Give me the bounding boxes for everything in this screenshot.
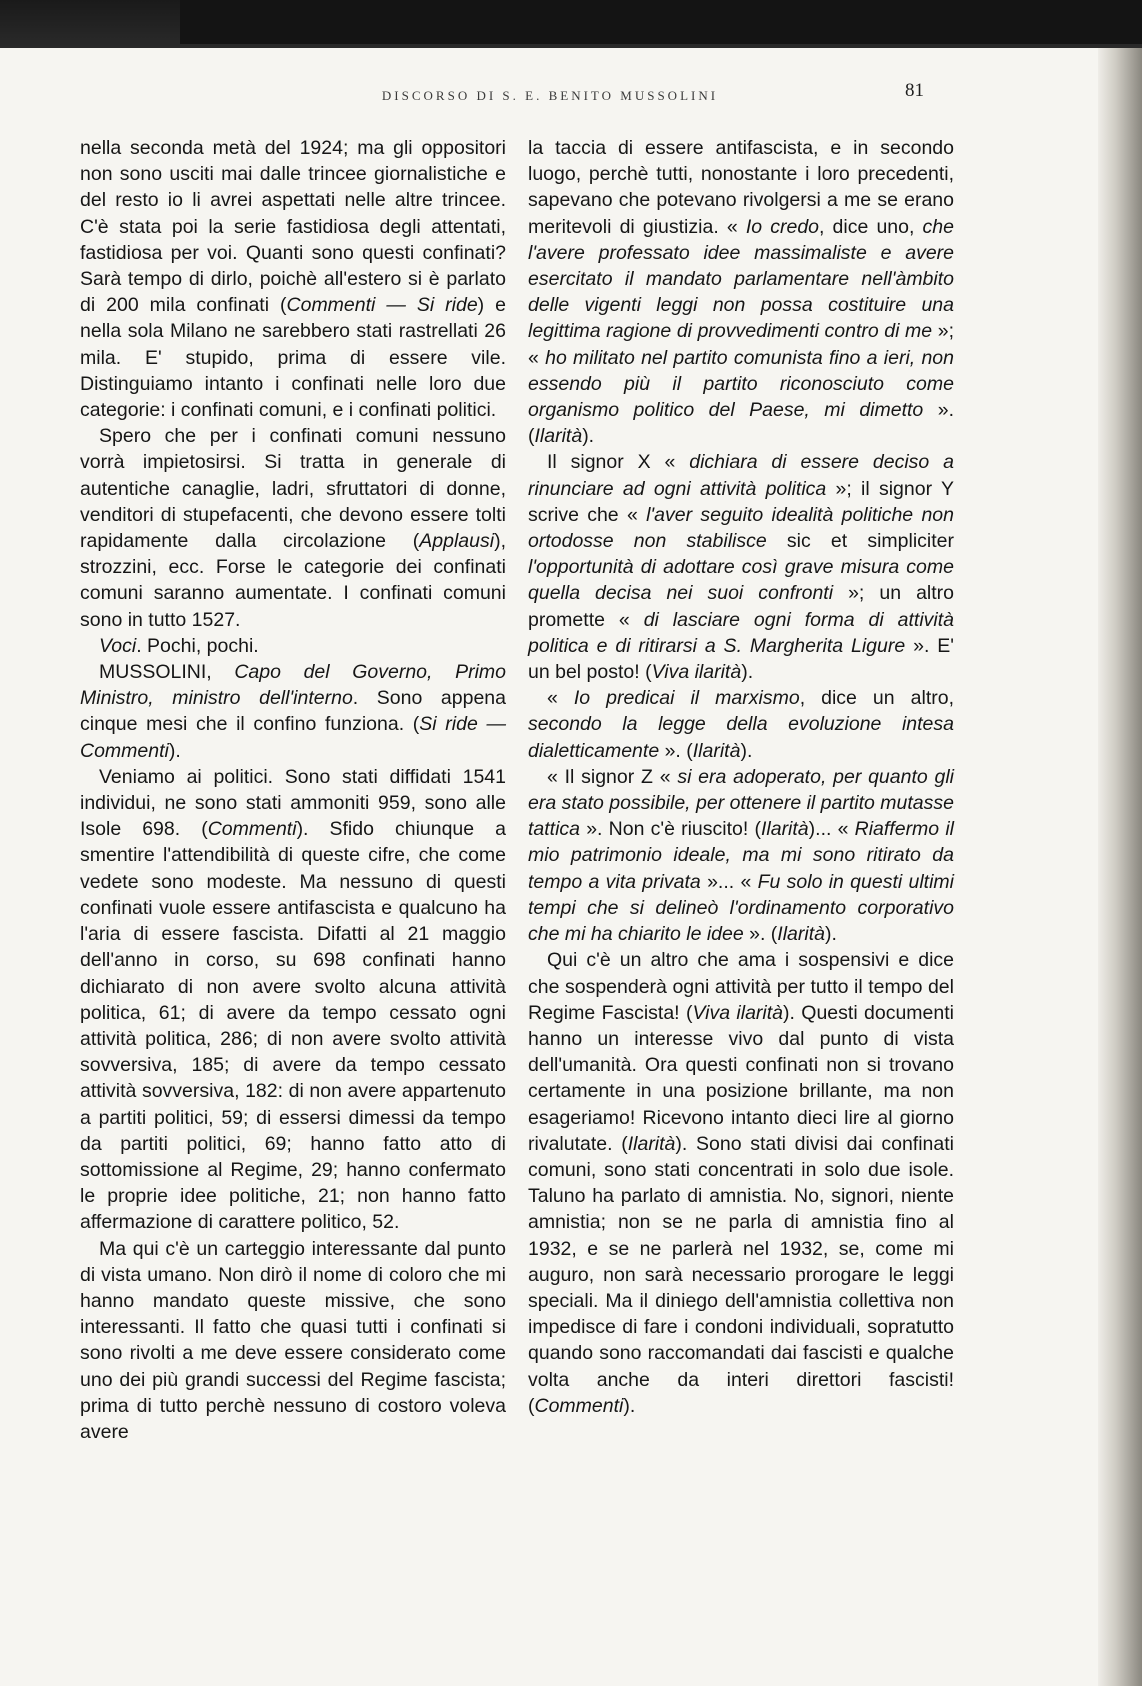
paragraph	[528, 135, 954, 449]
stage-direction: Commenti — Si ride	[286, 294, 478, 317]
quotation: Io credo	[745, 215, 820, 238]
text: ». (	[528, 399, 954, 448]
text: »; un altro promette «	[528, 582, 954, 631]
text: )... «	[808, 818, 855, 841]
stage-direction: Ilarità	[692, 739, 741, 762]
paragraph	[80, 659, 506, 764]
quotation: l'opportunità di adottare così grave misura come quella decisa nei suoi confronti	[528, 556, 954, 605]
stage-direction: Commenti	[534, 1394, 624, 1417]
paragraph	[80, 633, 506, 659]
text: sic et simpliciter	[766, 530, 954, 553]
stage-direction: Viva ilarità	[692, 1001, 784, 1024]
text: la taccia di essere antifascista, e in secondo luogo, perchè tutti, nonostante i loro precedenti, sapevano che potevano rivolgersi a me se erano meritevoli di giustizia. «	[528, 137, 954, 238]
paragraph	[80, 1236, 506, 1446]
paragraph	[528, 947, 954, 1419]
text: Il signor X «	[547, 451, 690, 474]
stage-direction: Applausi	[419, 530, 495, 553]
quotation: Riaffermo il mio patrimonio ideale, ma mi sono ritirato da tempo a vita privata	[528, 818, 954, 893]
speaker-title: Capo del Governo, Primo Ministro, ministro dell'interno	[80, 661, 506, 710]
text: «	[547, 687, 574, 710]
page-number: 81	[905, 80, 924, 101]
text: »... «	[700, 870, 758, 893]
text: ». Non c'è riuscito! (	[580, 818, 761, 841]
text: ) e nella sola Milano ne sarebbero stati rastrellati 26 mila. E' stupido, prima di essere vile. Distinguiamo intanto i confinati nelle loro due categorie: i confinati comuni, e i confinati politici.	[80, 294, 506, 422]
quotation: Io predicai il marxismo	[573, 687, 800, 710]
running-head: DISCORSO DI S. E. BENITO MUSSOLINI	[381, 88, 719, 103]
text: , dice un altro,	[799, 687, 954, 710]
text: ). Questi documenti hanno un interesse vivo dal punto di vista dell'umanità. Ora questi confinati non si trovano certamente in una posizione brillante, ma non esageriamo! Ricevono intanto dieci lire al giorno rivalutate. (	[528, 1001, 954, 1155]
paragraph	[80, 135, 506, 423]
text: nella seconda metà del 1924; ma gli oppositori non sono usciti mai dalle trincee giornalistiche e del resto io li avrei aspettati nelle altre trincee. C'è stata poi la serie fastidiosa degli attentati, fastidiosa per voi. Quanti sono questi confinati? Sarà tempo di dirlo, poichè all'estero si è parlato di 200 mila confinati (	[80, 137, 506, 317]
stage-direction: Ilarità	[627, 1132, 676, 1155]
quotation: Fu solo in questi ultimi tempi che si delineò l'ordinamento corporativo che mi ha chiarito le idee	[528, 870, 954, 946]
quotation: secondo la legge della evoluzione intesa dialetticamente	[528, 713, 954, 762]
stage-direction: Ilarità	[777, 923, 825, 946]
text: Spero che per i confinati comuni nessuno vorrà impietosirsi. Si tratta in generale di autentiche canaglie, ladri, sfruttatori di donne, venditori di stupefacenti, che devono essere tolti rapidamente dalla circolazione (	[80, 425, 506, 553]
scan-top-border-step	[180, 0, 1142, 44]
text: ).	[168, 739, 181, 762]
paragraph	[528, 449, 954, 685]
speaker: Voci	[99, 634, 137, 657]
text: ». (	[659, 739, 693, 762]
text: ». E' un bel posto! (	[528, 634, 954, 684]
paragraph	[80, 423, 506, 633]
right-column	[528, 135, 954, 1419]
quotation: dichiara di essere deciso a rinunciare ad ogni attività politica	[528, 451, 954, 500]
text: ).	[741, 661, 754, 684]
text: ).	[623, 1394, 636, 1417]
text: »; il signor Y scrive che «	[528, 477, 954, 526]
text: , dice uno,	[819, 215, 923, 238]
stage-direction: Ilarità	[534, 425, 583, 448]
text: Ma qui c'è un carteggio interessante dal punto di vista umano. Non dirò il nome di coloro che mi hanno mandato queste missive, che sono interessanti. Il fatto che quasi tutti i confinati si sono rivolti a me deve essere considerato come uno dei più grandi successi del Regime fascista; prima di tutto perchè nessuno di costoro voleva avere	[80, 1237, 506, 1443]
stage-direction: Ilarità	[760, 818, 809, 841]
text: « Il signor Z «	[547, 765, 678, 788]
text: ). Sono stati divisi dai confinati comuni, sono stati concentrati in solo due isole. Taluno ha parlato di amnistia. No, signori, niente amnistia; non se ne parla di amnistia fino al 1932, e se ne parlerà nel 1932, se, come mi auguro, non sarà necessario prorogare le leggi speciali. Ma il diniego dell'amnistia collettiva non impedisce di fare i condoni individuali, sopratutto quando sono raccomandati dai fascisti e qualche volta anche da interi direttori fascisti! (	[528, 1132, 954, 1417]
text: ).	[740, 739, 753, 762]
stage-direction: Commenti	[207, 818, 297, 841]
paragraph	[528, 685, 954, 764]
text: Veniamo ai politici. Sono stati diffidati 1541 individui, ne sono stati ammoniti 959, sono alle Isole 698. (	[80, 765, 506, 841]
text: ). Sfido chiunque a smentire l'attendibilità di queste cifre, che come vedete sono modeste. Ma nessuno di questi confinati vuole essere antifascista e qualcuno ha l'aria di essere fascista. Difatti al 21 maggio dell'anno in corso, su 698 confinati hanno dichiarato di non avere svolto alcuna attività politica, 61; di avere da tempo cessato ogni attività politica, 286; di non avere svolto attività sovversiva, 185; di avere da tempo cessato attività sovversiva, 182: di non avere appartenuto a partiti politici, 59; di essersi dimessi da tempo da partiti politici, 69; hanno fatto atto di sottomissione al Regime, 29; hanno confermato le proprie idee politiche, 21; non hanno fatto affermazione di carattere politico, 52.	[80, 818, 506, 1234]
quotation: ho militato nel partito comunista fino a ieri, non essendo più il partito riconosciuto come organismo politico del Paese, mi dimetto	[528, 346, 954, 422]
stage-direction: Si ride — Commenti	[80, 713, 506, 762]
text: ).	[824, 923, 837, 946]
quotation: si era adoperato, per quanto gli era stato possibile, per ottenere il partito mutasse tattica	[528, 765, 954, 841]
speaker: MUSSOLINI,	[99, 661, 235, 684]
paragraph	[528, 764, 954, 947]
text: ), strozzini, ecc. Forse le categorie dei confinati comuni saranno aumentate. I confinati comuni sono in tutto 1527.	[80, 530, 506, 631]
text: ).	[582, 425, 595, 448]
stage-direction: Viva ilarità	[651, 661, 742, 684]
text: Qui c'è un altro che ama i sospensivi e dice che sospenderà ogni attività per tutto il tempo del Regime Fascista! (	[528, 949, 954, 1024]
quotation: l'aver seguito idealità politiche non ortodosse non stabilisce	[528, 503, 954, 553]
quotation: che l'avere professato idee massimaliste e avere esercitato il mandato parlamentare nell'àmbito delle vigenti leggi non possa costituire una legittima ragione di provvedimenti contro di me	[528, 215, 954, 343]
text: »; «	[528, 320, 954, 369]
quotation: di lasciare ogni forma di attività politica e di ritirarsi a S. Margherita Ligure	[528, 608, 954, 657]
left-column	[80, 135, 506, 1445]
paragraph	[80, 764, 506, 1236]
text: ». (	[743, 923, 778, 946]
scan-right-edge	[1098, 48, 1142, 1686]
text: . Pochi, pochi.	[136, 634, 259, 657]
text: . Sono appena cinque mesi che il confino funziona. (	[80, 687, 506, 736]
